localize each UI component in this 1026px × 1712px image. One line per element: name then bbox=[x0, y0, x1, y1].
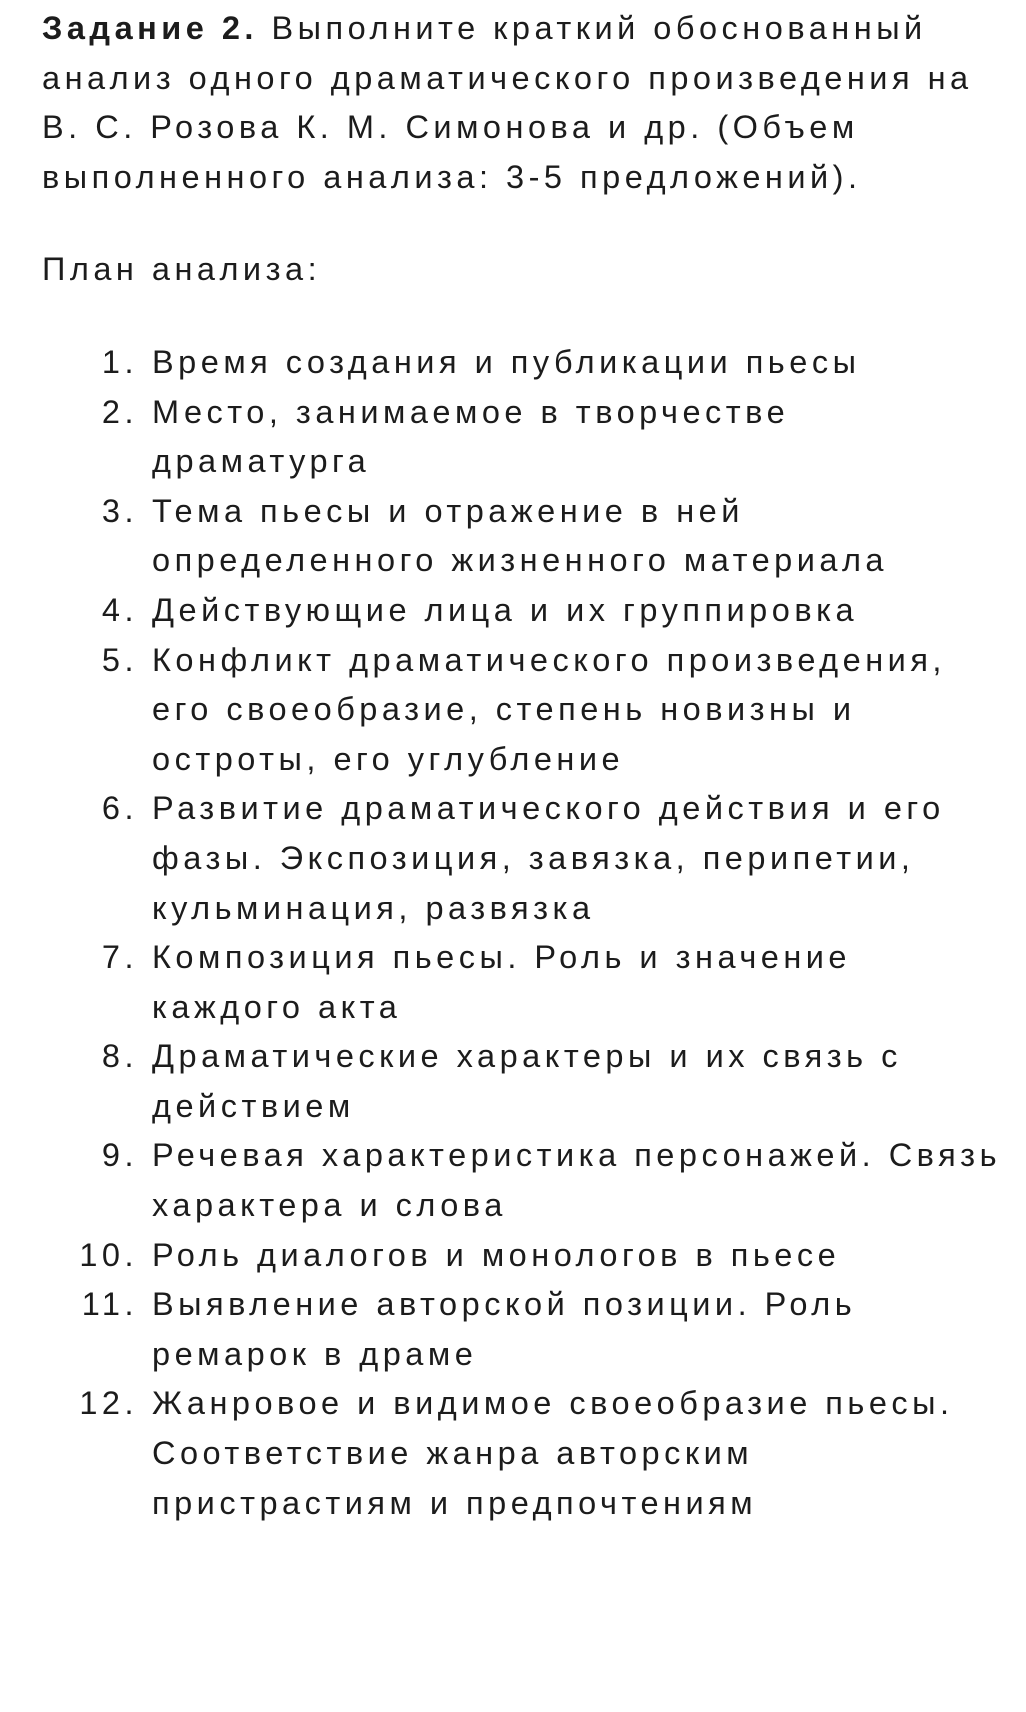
list-item bbox=[42, 1379, 1002, 1528]
list-item-number: 1. bbox=[101, 343, 138, 380]
list-item-text: Место, занимаемое в творчестве драматурга bbox=[152, 393, 790, 480]
list-item-text: Речевая характеристика персонажей. Связь характера и слова bbox=[152, 1137, 1001, 1224]
list-item-text: Конфликт драматического произведения, его своеобразие, степень новизны и остроты, его углубление bbox=[152, 641, 946, 777]
list-item-text: Тема пьесы и отражение в ней определенного жизненного материала bbox=[152, 492, 889, 579]
list-item-number: 6. bbox=[101, 790, 138, 827]
list-item-text: Время создания и публикации пьесы bbox=[152, 343, 861, 380]
list-item-text: Композиция пьесы. Роль и значение каждого акта bbox=[152, 939, 852, 1025]
list-item-text: Роль диалогов и монологов в пьесе bbox=[152, 1236, 841, 1273]
list-item bbox=[42, 1131, 1002, 1230]
list-item-text: Жанровое и видимое своеобразие пьесы. Соответствие жанра авторским пристрастиям и предпочтениям bbox=[152, 1385, 954, 1521]
list-item-number: 9. bbox=[101, 1137, 138, 1174]
list-item bbox=[42, 1280, 1002, 1379]
list-item-text: Развитие драматического действия и его фазы. Экспозиция, завязка, перипетии, кульминация, развязка bbox=[152, 790, 945, 926]
list-item-number: 8. bbox=[101, 1038, 138, 1075]
list-item-text: Выявление авторской позиции. Роль ремарок в драме bbox=[152, 1286, 857, 1372]
list-item bbox=[42, 388, 1002, 487]
list-item-number: 11. bbox=[81, 1286, 138, 1323]
list-item-number: 2. bbox=[101, 393, 138, 430]
document-body bbox=[42, 4, 1002, 1528]
list-item bbox=[42, 586, 1002, 636]
list-item-text: Драматические характеры и их связь с действием bbox=[152, 1038, 902, 1124]
list-item-number: 3. bbox=[101, 492, 138, 529]
list-item bbox=[42, 933, 1002, 1032]
list-item-number: 12. bbox=[79, 1385, 138, 1422]
task-label: Задание 2. bbox=[42, 10, 258, 46]
task-paragraph bbox=[42, 4, 1002, 202]
list-item bbox=[42, 1231, 1002, 1281]
list-item-number: 7. bbox=[101, 939, 138, 976]
list-item bbox=[42, 487, 1002, 586]
plan-heading: План анализа: bbox=[42, 251, 322, 288]
list-item bbox=[42, 1032, 1002, 1131]
list-item-text: Действующие лица и их группировка bbox=[152, 591, 859, 628]
list-item bbox=[42, 636, 1002, 785]
list-item-number: 4. bbox=[101, 591, 138, 628]
list-item bbox=[42, 338, 1002, 388]
task-text: Выполните краткий обоснованный анализ одного драматического произведения на В. С. Розова К. М. Симонова и др. (Объем выполненного анализа: 3-5 предложений). bbox=[42, 10, 973, 195]
list-item-number: 10. bbox=[79, 1236, 138, 1273]
list-item bbox=[42, 784, 1002, 933]
list-item-number: 5. bbox=[101, 641, 138, 678]
plan-list bbox=[42, 338, 1002, 1528]
